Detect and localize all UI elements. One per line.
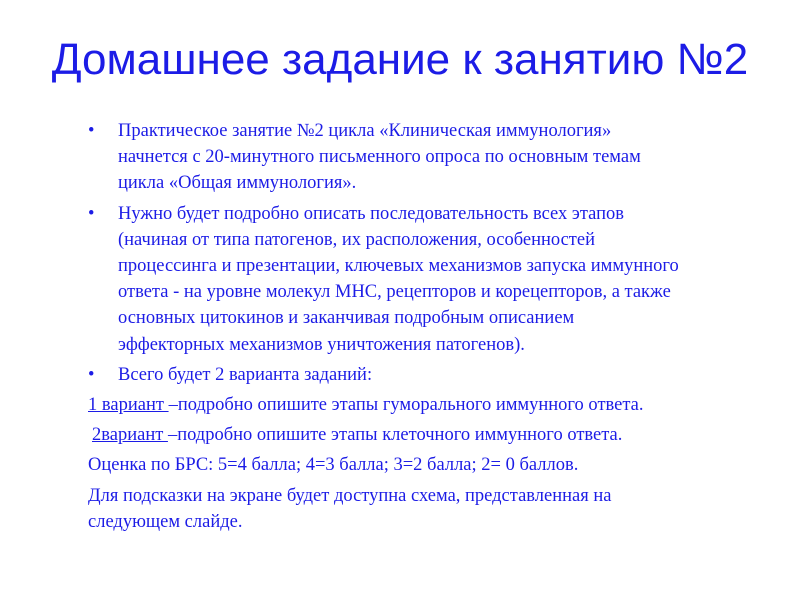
- variant-1-label: 1 вариант: [88, 395, 169, 416]
- bullet-item-variants: [88, 362, 793, 388]
- bullet-text-line: (начиная от типа патогенов, их расположения, особенностей: [118, 229, 595, 250]
- bullet-text-line: Нужно будет подробно описать последовательность всех этапов: [118, 203, 624, 224]
- bullet-text-line: Практическое занятие №2 цикла «Клиническая иммунология»: [118, 121, 612, 141]
- bullet-dot-icon: •: [88, 203, 95, 224]
- variant-2-text: –подробно опишите этапы клеточного иммунного ответа.: [167, 425, 623, 446]
- variant-1-text: –подробно опишите этапы гуморального иммунного ответа.: [168, 395, 644, 416]
- bullet-text-line: ответа - на уровне молекул МНС, рецепторов и корецепторов, а также: [118, 282, 671, 303]
- bullet-text-line: процессинга и презентации, ключевых механизмов запуска иммунного: [118, 256, 679, 277]
- bullet-item-opros: [88, 118, 793, 197]
- bullet-text-line: цикла «Общая иммунология».: [118, 173, 357, 194]
- slide-title: Домашнее задание к занятию №2: [51, 35, 749, 84]
- variant-1-line: [88, 392, 793, 418]
- bullet-text-line: основных цитокинов и заканчивая подробным описанием: [118, 308, 575, 329]
- bullet-item-description: [88, 201, 793, 358]
- bullet-text-line: эффекторных механизмов уничтожения патогенов).: [118, 334, 525, 355]
- hint-line: Для подсказки на экране будет доступна схема, представленная на: [88, 485, 612, 506]
- bullet-text-line: начнется с 20-минутного письменного опроса по основным темам: [118, 147, 641, 168]
- variant-2-label: 2вариант: [92, 425, 168, 446]
- hint-line: следующем слайде.: [88, 511, 243, 532]
- bullet-text-line: Всего будет 2 варианта заданий:: [118, 364, 373, 385]
- bullet-dot-icon: •: [88, 121, 95, 141]
- variant-2-line: [88, 422, 793, 448]
- slide-content: [88, 118, 793, 535]
- bullet-list: [88, 118, 793, 388]
- grading-line: Оценка по БРС: 5=4 балла; 4=3 балла; 3=2 балла; 2= 0 баллов.: [88, 455, 579, 476]
- bullet-dot-icon: •: [88, 364, 95, 385]
- hint-paragraph: [88, 483, 793, 535]
